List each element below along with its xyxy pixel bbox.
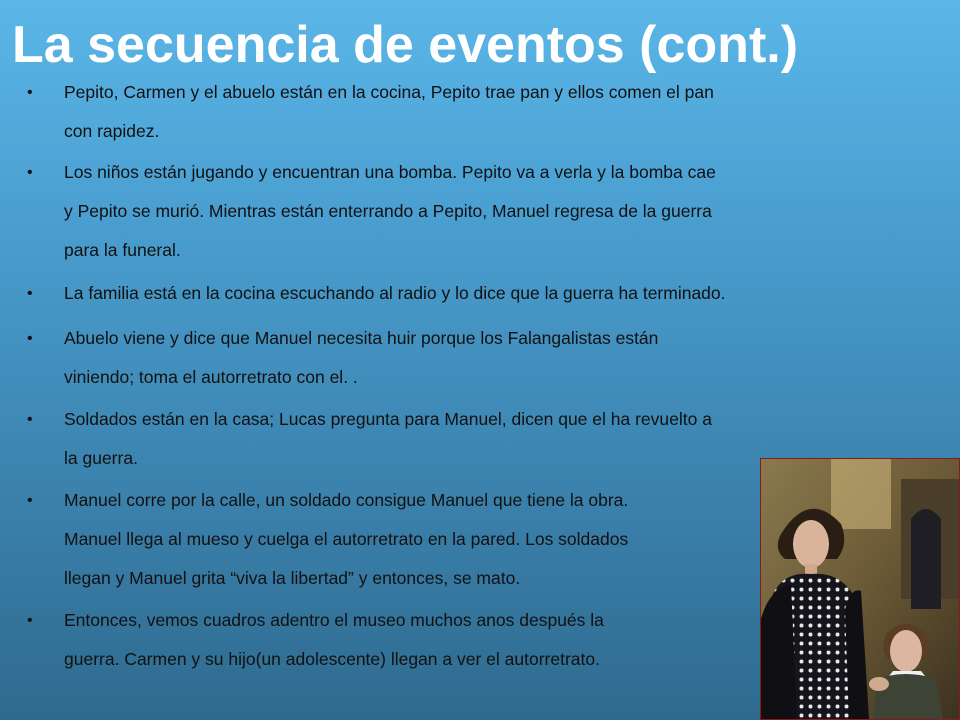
bullet-marker: • bbox=[27, 164, 33, 181]
bullet-line: La familia está en la cocina escuchando al radio y lo dice que la guerra ha terminado. bbox=[64, 283, 726, 303]
bullet-marker: • bbox=[27, 285, 33, 302]
bullet-line: guerra. Carmen y su hijo(un adolescente) llegan a ver el autorretrato. bbox=[64, 649, 600, 669]
bullet-marker: • bbox=[27, 411, 33, 428]
bullet-line: la guerra. bbox=[64, 448, 138, 468]
film-still-photo bbox=[760, 458, 960, 720]
bullet-line: para la funeral. bbox=[64, 240, 181, 260]
bullet-line: Entonces, vemos cuadros adentro el museo muchos anos después la bbox=[64, 610, 604, 630]
bullet-line: y Pepito se murió. Mientras están enterrando a Pepito, Manuel regresa de la guerra bbox=[64, 201, 712, 221]
bullet-line: llegan y Manuel grita “viva la libertad” y entonces, se mato. bbox=[64, 568, 521, 588]
bullet-line: viniendo; toma el autorretrato con el. . bbox=[64, 367, 358, 387]
bullet-line: Abuelo viene y dice que Manuel necesita huir porque los Falangalistas están bbox=[64, 328, 659, 348]
bullet-line: Pepito, Carmen y el abuelo están en la cocina, Pepito trae pan y ellos comen el pan bbox=[64, 82, 714, 102]
bullet-marker: • bbox=[27, 612, 33, 629]
slide-title: La secuencia de eventos (cont.) bbox=[12, 16, 799, 74]
bullet-line: Manuel llega al mueso y cuelga el autorretrato en la pared. Los soldados bbox=[64, 529, 629, 549]
bullet-line: Manuel corre por la calle, un soldado consigue Manuel que tiene la obra. bbox=[64, 490, 629, 510]
bullet-marker: • bbox=[27, 84, 33, 101]
bullet-line: con rapidez. bbox=[64, 121, 160, 141]
bullet-marker: • bbox=[27, 492, 33, 509]
bullet-line: Soldados están en la casa; Lucas pregunta para Manuel, dicen que el ha revuelto a bbox=[64, 409, 712, 429]
photo-illustration bbox=[761, 459, 959, 719]
bullet-marker: • bbox=[27, 330, 33, 347]
bullet-line: Los niños están jugando y encuentran una bomba. Pepito va a verla y la bomba cae bbox=[64, 162, 716, 182]
